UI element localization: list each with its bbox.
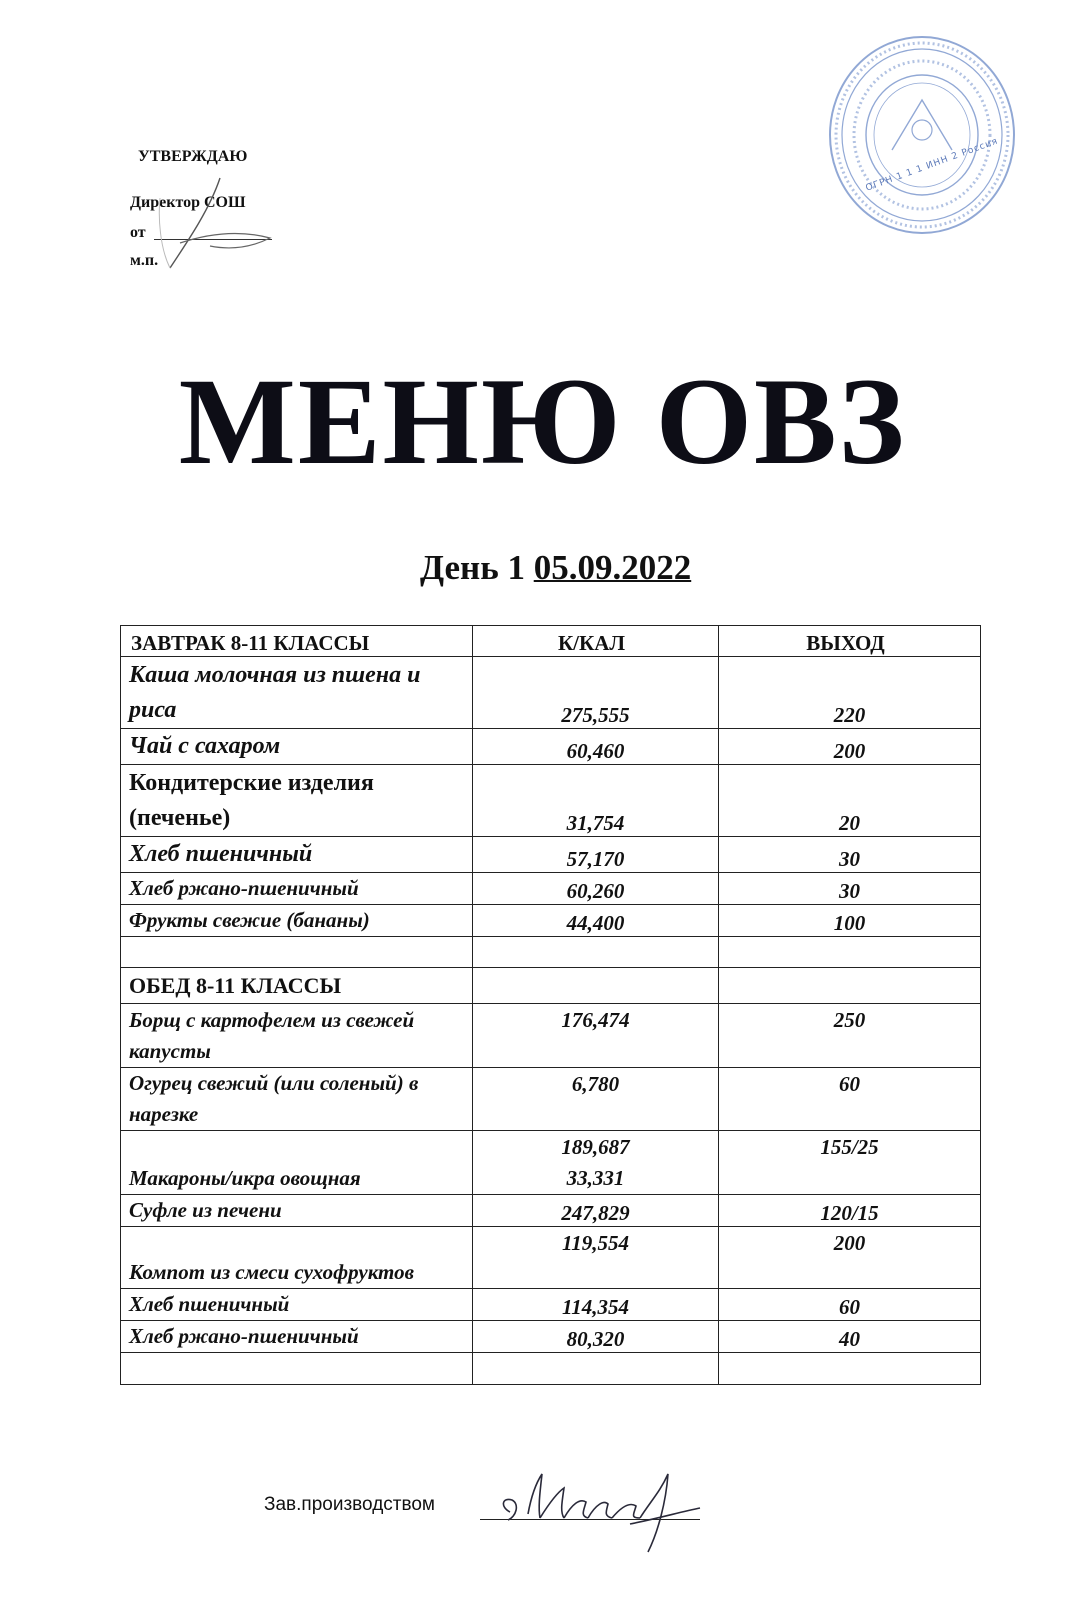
dish-name: Каша молочная из пшена и риса xyxy=(121,657,473,729)
approval-seal-place: м.п. xyxy=(130,252,159,269)
dish-name: Хлеб пшеничный xyxy=(121,837,473,873)
dish-output: 200 xyxy=(719,1227,981,1289)
dish-output: 220 xyxy=(719,657,981,729)
dish-output: 30 xyxy=(719,837,981,873)
dish-name: Хлеб пшеничный xyxy=(121,1289,473,1321)
dish-name: Огурец свежий (или соленый) в нарезке xyxy=(121,1068,473,1131)
dish-kcal: 60,260 xyxy=(473,873,719,905)
dish-kcal: 60,460 xyxy=(473,729,719,765)
dish-kcal: 31,754 xyxy=(473,765,719,837)
dish-output: 60 xyxy=(719,1289,981,1321)
day-heading xyxy=(420,548,691,588)
table-row xyxy=(121,1289,981,1321)
section-header-row xyxy=(121,968,981,1004)
dish-name: Суфле из печени xyxy=(121,1195,473,1227)
table-row xyxy=(121,1227,981,1289)
dish-name: Борщ с картофелем из свежей капусты xyxy=(121,1004,473,1068)
table-row xyxy=(121,1068,981,1131)
official-seal xyxy=(822,30,1022,240)
director-signature xyxy=(150,158,310,278)
table-row xyxy=(121,837,981,873)
dish-output: 250 xyxy=(719,1004,981,1068)
table-row xyxy=(121,1004,981,1068)
approval-position: Директор СОШ xyxy=(130,194,246,211)
table-row xyxy=(121,657,981,729)
dish-name: Компот из смеси сухофруктов xyxy=(121,1227,473,1289)
section-lunch-title: ОБЕД 8-11 КЛАССЫ xyxy=(121,968,473,1004)
table-row xyxy=(121,1195,981,1227)
dish-kcal: 44,400 xyxy=(473,905,719,937)
dish-kcal-pair xyxy=(473,1131,719,1195)
manager-signature xyxy=(480,1452,720,1562)
table-row xyxy=(121,765,981,837)
menu-table xyxy=(120,625,981,1385)
dish-output: 155/25 xyxy=(719,1131,981,1195)
dish-output: 200 xyxy=(719,729,981,765)
day-date: 05.09.2022 xyxy=(533,548,692,587)
dish-kcal: 189,687 xyxy=(561,1135,630,1159)
dish-kcal-second: 33,331 xyxy=(566,1166,625,1190)
dish-kcal: 247,829 xyxy=(473,1195,719,1227)
dish-output: 120/15 xyxy=(719,1195,981,1227)
table-row xyxy=(121,1131,981,1195)
approval-from: от xyxy=(130,224,146,241)
header-output: ВЫХОД xyxy=(719,626,981,657)
dish-kcal: 57,170 xyxy=(473,837,719,873)
header-meal: ЗАВТРАК 8-11 КЛАССЫ xyxy=(121,626,473,657)
day-label: День 1 xyxy=(420,548,525,587)
table-row xyxy=(121,729,981,765)
page-title: МЕНЮ ОВЗ xyxy=(178,353,907,490)
dish-name: Хлеб ржано-пшеничный xyxy=(121,1321,473,1353)
table-row xyxy=(121,873,981,905)
dish-kcal: 80,320 xyxy=(473,1321,719,1353)
dish-output: 20 xyxy=(719,765,981,837)
approval-heading: УТВЕРЖДАЮ xyxy=(138,148,248,165)
table-row xyxy=(121,905,981,937)
dish-kcal: 176,474 xyxy=(473,1004,719,1068)
dish-kcal: 6,780 xyxy=(473,1068,719,1131)
dish-output: 30 xyxy=(719,873,981,905)
production-manager-label: Зав.производством xyxy=(264,1494,435,1515)
seal-text: ОГРН 1 1 1 ИНН 2 Россия xyxy=(864,136,1000,194)
empty-row xyxy=(121,937,981,968)
header-kcal: К/КАЛ xyxy=(473,626,719,657)
dish-output: 40 xyxy=(719,1321,981,1353)
dish-kcal: 114,354 xyxy=(473,1289,719,1321)
dish-name: Кондитерские изделия (печенье) xyxy=(121,765,473,837)
dish-name: Чай с сахаром xyxy=(121,729,473,765)
dish-name: Фрукты свежие (бананы) xyxy=(121,905,473,937)
dish-name: Хлеб ржано-пшеничный xyxy=(121,873,473,905)
table-header-row xyxy=(121,626,981,657)
dish-kcal: 275,555 xyxy=(473,657,719,729)
dish-output: 100 xyxy=(719,905,981,937)
empty-row xyxy=(121,1353,981,1385)
dish-output: 60 xyxy=(719,1068,981,1131)
table-row xyxy=(121,1321,981,1353)
dish-kcal: 119,554 xyxy=(473,1227,719,1289)
dish-name: Макароны/икра овощная xyxy=(121,1131,473,1195)
